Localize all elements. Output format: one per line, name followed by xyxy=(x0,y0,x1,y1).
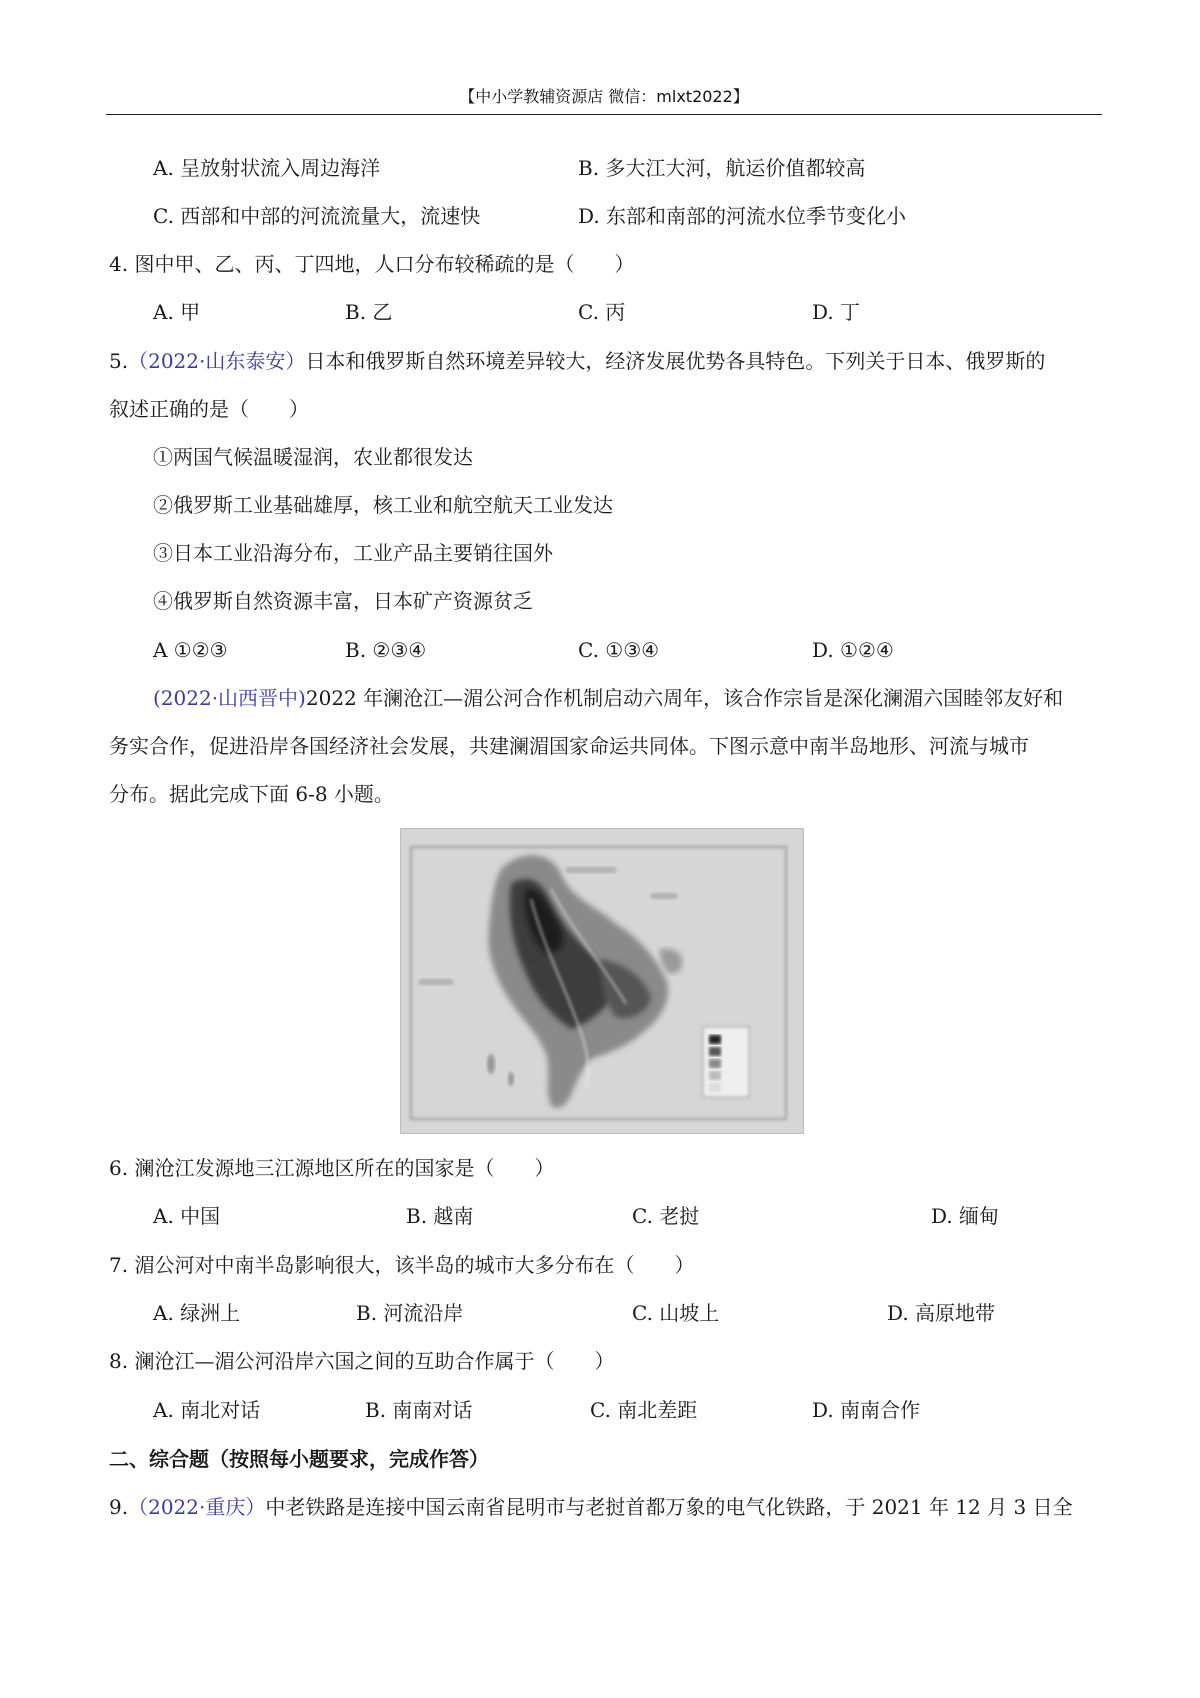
q8-option-c: C. 南北差距 xyxy=(590,1398,698,1422)
q9-stem-line1 xyxy=(109,1493,1073,1521)
passage-line2: 务实合作，促进沿岸各国经济社会发展，共建澜湄国家命运共同体。下图示意中南半岛地形、河流与城市 xyxy=(109,734,1029,758)
q4-option-a: A. 甲 xyxy=(153,300,201,324)
q4-option-c: C. 丙 xyxy=(578,300,626,324)
q6-stem: 6. 澜沧江发源地三江源地区所在的国家是（ ） xyxy=(109,1156,555,1180)
q5-statement-3: ③日本工业沿海分布，工业产品主要销往国外 xyxy=(153,541,553,565)
q5-stem-line1 xyxy=(109,347,1045,375)
q4-option-d: D. 丁 xyxy=(812,300,861,324)
passage-line1 xyxy=(153,684,1063,712)
indochina-map-figure xyxy=(400,828,804,1134)
q8-option-a: A. 南北对话 xyxy=(153,1398,261,1422)
q7-option-b: B. 河流沿岸 xyxy=(356,1301,464,1325)
q6-option-d: D. 缅甸 xyxy=(931,1204,1000,1228)
q6-option-a: A. 中国 xyxy=(153,1204,221,1228)
page-header: 【中小学教辅资源店 微信：mlxt2022】 xyxy=(459,87,749,106)
q5-option-d: D. ①②④ xyxy=(812,638,894,662)
q5-statement-2: ②俄罗斯工业基础雄厚，核工业和航空航天工业发达 xyxy=(153,493,613,517)
q3-option-a: A. 呈放射状流入周边海洋 xyxy=(153,156,381,180)
q9-source: （2022·重庆） xyxy=(128,1495,266,1519)
q6-option-c: C. 老挝 xyxy=(632,1204,700,1228)
q3-option-b: B. 多大江大河，航运价值都较高 xyxy=(578,156,866,180)
q5-option-c: C. ①③④ xyxy=(578,638,660,662)
q7-option-d: D. 高原地带 xyxy=(887,1301,996,1325)
header-divider xyxy=(106,114,1102,115)
q9-stem-text: 中老铁路是连接中国云南省昆明市与老挝首都万象的电气化铁路，于 2021 年 12 月 3 日全 xyxy=(265,1495,1073,1519)
q4-option-b: B. 乙 xyxy=(345,300,393,324)
q5-option-a: A ①②③ xyxy=(153,638,228,662)
q5-source: （2022·山东泰安） xyxy=(128,349,306,373)
q8-option-b: B. 南南对话 xyxy=(365,1398,473,1422)
section-2-title: 二、综合题（按照每小题要求，完成作答） xyxy=(109,1447,489,1471)
q4-stem: 4. 图中甲、乙、丙、丁四地，人口分布较稀疏的是（ ） xyxy=(109,252,635,276)
q3-option-d: D. 东部和南部的河流水位季节变化小 xyxy=(578,204,907,228)
passage-line3: 分布。据此完成下面 6-8 小题。 xyxy=(109,782,394,806)
passage-text1: 2022 年澜沧江—湄公河合作机制启动六周年，该合作宗旨是深化澜湄六国睦邻友好和 xyxy=(305,686,1064,710)
q9-number: 9. xyxy=(109,1495,129,1519)
q5-statement-1: ①两国气候温暖湿润，农业都很发达 xyxy=(153,445,473,469)
q5-option-b: B. ②③④ xyxy=(345,638,427,662)
q3-option-c: C. 西部和中部的河流流量大，流速快 xyxy=(153,204,481,228)
q6-option-b: B. 越南 xyxy=(406,1204,474,1228)
q5-stem-line2: 叙述正确的是（ ） xyxy=(109,397,309,421)
q7-stem: 7. 湄公河对中南半岛影响很大，该半岛的城市大多分布在（ ） xyxy=(109,1253,695,1277)
q8-option-d: D. 南南合作 xyxy=(812,1398,921,1422)
q7-option-a: A. 绿洲上 xyxy=(153,1301,241,1325)
q5-statement-4: ④俄罗斯自然资源丰富，日本矿产资源贫乏 xyxy=(153,589,533,613)
q5-stem-text: 日本和俄罗斯自然环境差异较大，经济发展优势各具特色。下列关于日本、俄罗斯的 xyxy=(305,349,1046,373)
q5-number: 5. xyxy=(109,349,129,373)
map-drawing xyxy=(401,829,803,1133)
q7-option-c: C. 山坡上 xyxy=(632,1301,720,1325)
q8-stem: 8. 澜沧江—湄公河沿岸六国之间的互助合作属于（ ） xyxy=(109,1349,615,1373)
passage-source: (2022·山西晋中) xyxy=(153,686,306,710)
